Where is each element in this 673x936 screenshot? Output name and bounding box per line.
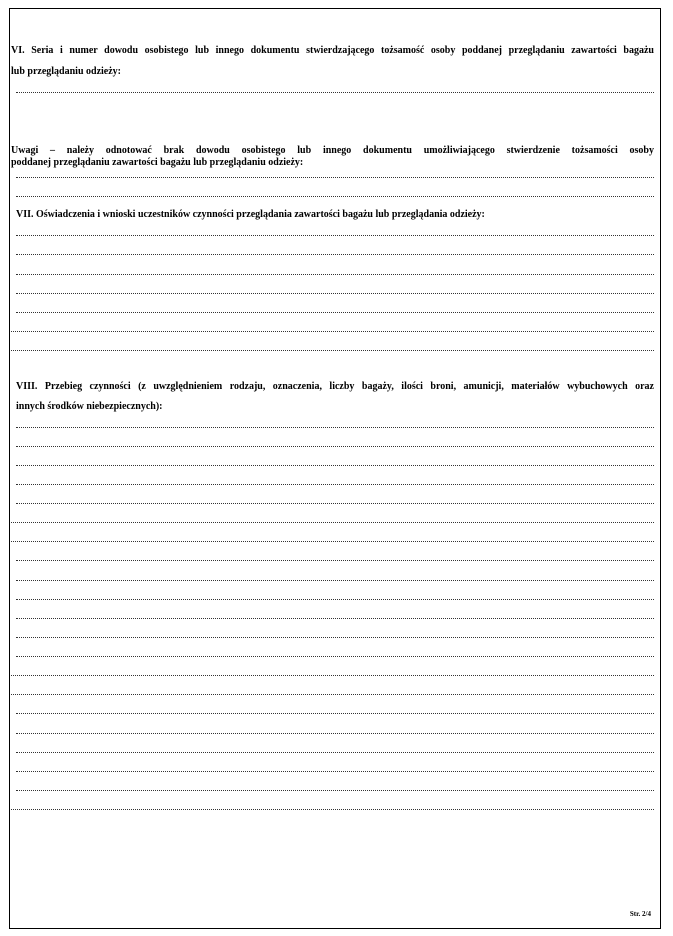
section-vi-heading-line1: VI. Seria i numer dowodu osobistego lub innego dokumentu stwierdzającego tożsamość osoby poddanej przeglądaniu zawartości bagażu — [11, 45, 654, 56]
fill-line[interactable] — [11, 350, 654, 351]
fill-line[interactable] — [16, 580, 654, 581]
fill-line[interactable] — [16, 196, 654, 197]
section-viii-heading-line2: innych środków niebezpiecznych): — [16, 401, 163, 412]
fill-line[interactable] — [16, 484, 654, 485]
fill-line[interactable] — [16, 427, 654, 428]
fill-line[interactable] — [16, 92, 654, 93]
section-viii-heading-line1: VIII. Przebieg czynności (z uwzględnieniem rodzaju, oznaczenia, liczby bagaży, ilości broni, amunicji, materiałów wybuchowych oraz — [16, 381, 654, 392]
fill-line[interactable] — [16, 503, 654, 504]
fill-line[interactable] — [16, 713, 654, 714]
fill-line[interactable] — [16, 771, 654, 772]
fill-line[interactable] — [16, 637, 654, 638]
fill-line[interactable] — [11, 675, 654, 676]
fill-line[interactable] — [16, 752, 654, 753]
fill-line[interactable] — [16, 446, 654, 447]
fill-line[interactable] — [16, 254, 654, 255]
fill-line[interactable] — [16, 274, 654, 275]
fill-line[interactable] — [16, 293, 654, 294]
fill-line[interactable] — [16, 177, 654, 178]
fill-line[interactable] — [16, 560, 654, 561]
fill-line[interactable] — [16, 312, 654, 313]
fill-line[interactable] — [11, 331, 654, 332]
fill-line[interactable] — [11, 694, 654, 695]
fill-line[interactable] — [16, 618, 654, 619]
page-number: Str. 2/4 — [629, 910, 651, 918]
fill-line[interactable] — [11, 541, 654, 542]
fill-line[interactable] — [16, 790, 654, 791]
fill-line[interactable] — [16, 656, 654, 657]
section-vi-heading-line2: lub przeglądaniu odzieży: — [11, 66, 122, 77]
remarks-line1: Uwagi – należy odnotować brak dowodu osobistego lub innego dokumentu umożliwiającego stwierdzenie tożsamości osoby — [11, 145, 654, 156]
fill-line[interactable] — [11, 522, 654, 523]
fill-line[interactable] — [16, 733, 654, 734]
section-vii-heading: VII. Oświadczenia i wnioski uczestników czynności przeglądania zawartości bagażu lub przeglądania odzieży: — [16, 209, 485, 220]
remarks-line2: poddanej przeglądaniu zawartości bagażu lub przeglądaniu odzieży: — [11, 157, 304, 168]
fill-line[interactable] — [16, 465, 654, 466]
fill-line[interactable] — [16, 599, 654, 600]
fill-line[interactable] — [11, 809, 654, 810]
fill-line[interactable] — [16, 235, 654, 236]
